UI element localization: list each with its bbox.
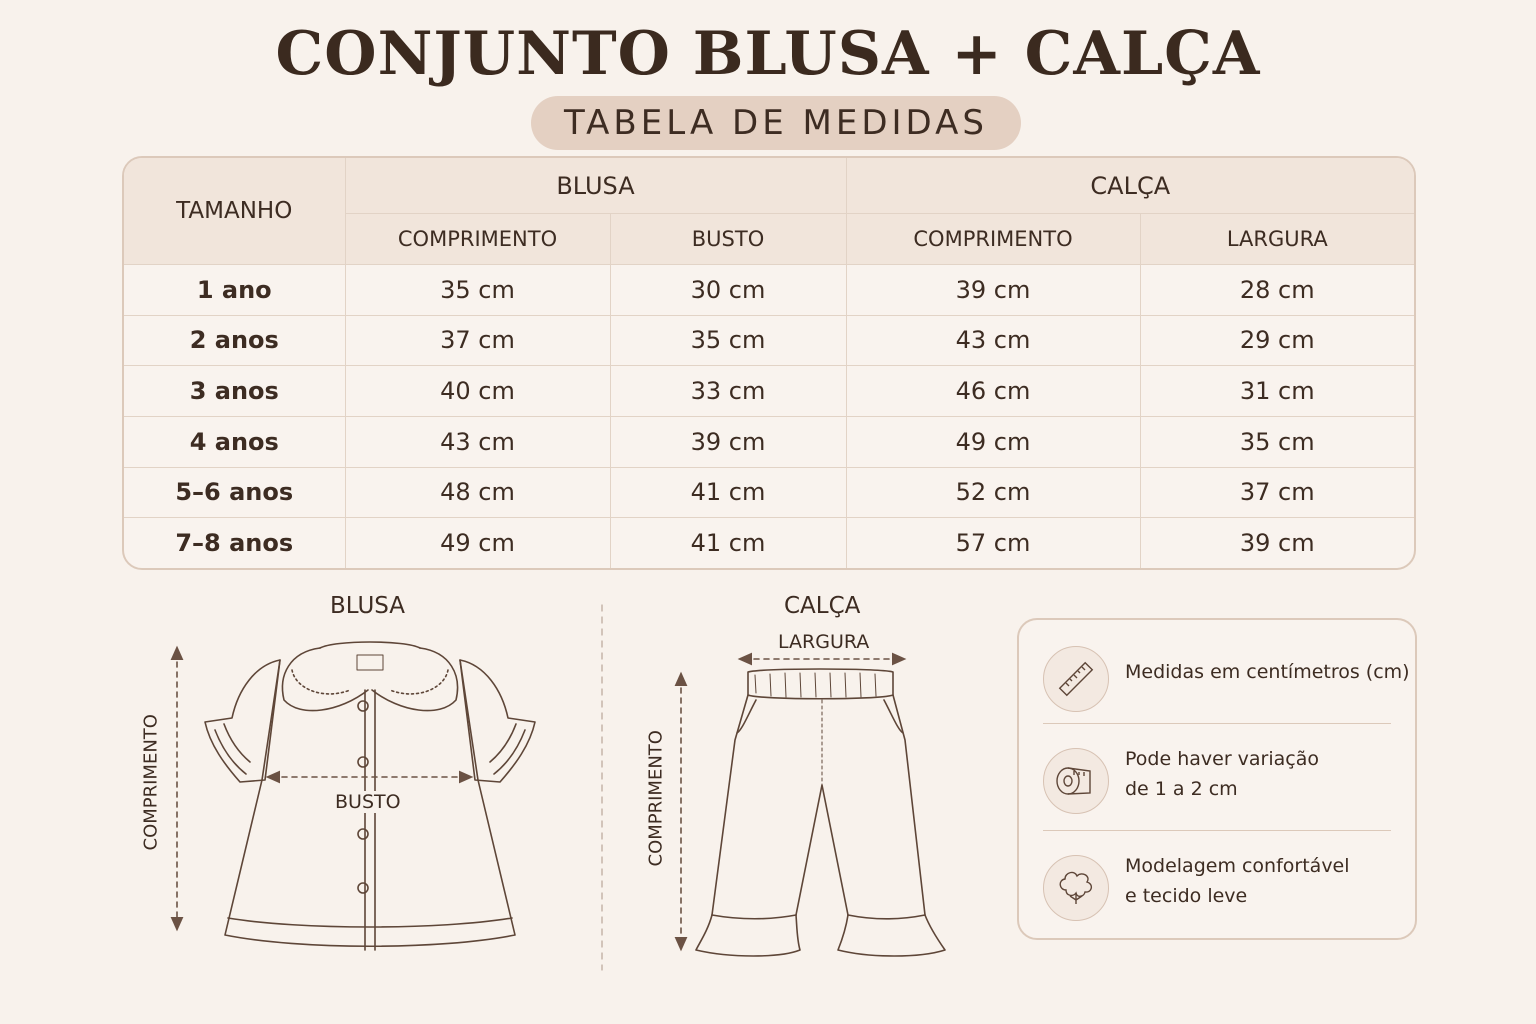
calca-length-label: COMPRIMENTO <box>645 730 667 867</box>
table-cell: 30 cm <box>610 265 846 316</box>
info-text: Medidas em centímetros (cm) <box>1125 661 1410 683</box>
table-cell: 41 cm <box>610 467 846 518</box>
measuring-tape-icon <box>1043 748 1109 814</box>
table-cell: 37 cm <box>345 315 610 366</box>
table-cell: 40 cm <box>345 366 610 417</box>
table-cell: 52 cm <box>846 467 1140 518</box>
calca-group-header: CALÇA <box>846 158 1414 214</box>
size-cell: 5–6 anos <box>124 467 345 518</box>
info-text <box>1125 744 1415 804</box>
info-item <box>1043 742 1393 822</box>
info-text-line: Pode haver variação <box>1125 748 1319 770</box>
cotton-flower-icon <box>1043 855 1109 921</box>
blusa-comprimento-header: COMPRIMENTO <box>345 214 610 265</box>
blusa-diagram-title: BLUSA <box>330 593 406 619</box>
table-cell: 35 cm <box>610 315 846 366</box>
table-cell: 49 cm <box>345 518 610 568</box>
blusa-busto-header: BUSTO <box>610 214 846 265</box>
size-cell: 4 anos <box>124 416 345 467</box>
table-cell: 41 cm <box>610 518 846 568</box>
table-cell: 37 cm <box>1140 467 1414 518</box>
table-cell: 48 cm <box>345 467 610 518</box>
blusa-length-label: COMPRIMENTO <box>140 714 162 851</box>
info-box <box>1017 618 1417 940</box>
calca-comprimento-header: COMPRIMENTO <box>846 214 1140 265</box>
table-cell: 39 cm <box>846 265 1140 316</box>
ruler-icon <box>1043 646 1109 712</box>
table-cell: 49 cm <box>846 416 1140 467</box>
table-cell: 43 cm <box>345 416 610 467</box>
table-cell: 35 cm <box>345 265 610 316</box>
info-text-line: de 1 a 2 cm <box>1125 778 1238 800</box>
table-cell: 35 cm <box>1140 416 1414 467</box>
calca-diagram-title: CALÇA <box>784 593 861 619</box>
size-cell: 1 ano <box>124 265 345 316</box>
table-cell: 33 cm <box>610 366 846 417</box>
blusa-bust-label: BUSTO <box>335 791 401 813</box>
size-cell: 3 anos <box>124 366 345 417</box>
calca-largura-header: LARGURA <box>1140 214 1414 265</box>
size-cell: 2 anos <box>124 315 345 366</box>
table-cell: 31 cm <box>1140 366 1414 417</box>
info-text-line: Modelagem confortável <box>1125 855 1350 877</box>
table-cell: 28 cm <box>1140 265 1414 316</box>
pants-illustration <box>696 669 945 956</box>
size-column-header: TAMANHO <box>124 158 345 265</box>
blusa-group-header: BLUSA <box>345 158 846 214</box>
table-cell: 39 cm <box>1140 518 1414 568</box>
table-cell: 29 cm <box>1140 315 1414 366</box>
info-text <box>1125 851 1415 911</box>
calca-width-label: LARGURA <box>778 631 870 653</box>
info-item <box>1043 849 1393 929</box>
divider <box>1043 830 1391 831</box>
subtitle-badge: TABELA DE MEDIDAS <box>531 96 1021 150</box>
divider <box>1043 723 1391 724</box>
size-cell: 7–8 anos <box>124 518 345 568</box>
table-cell: 39 cm <box>610 416 846 467</box>
table-cell: 43 cm <box>846 315 1140 366</box>
page-title: CONJUNTO BLUSA + CALÇA <box>275 19 1261 89</box>
info-item <box>1043 640 1410 720</box>
table-cell: 46 cm <box>846 366 1140 417</box>
table-cell: 57 cm <box>846 518 1140 568</box>
info-text-line: e tecido leve <box>1125 885 1248 907</box>
